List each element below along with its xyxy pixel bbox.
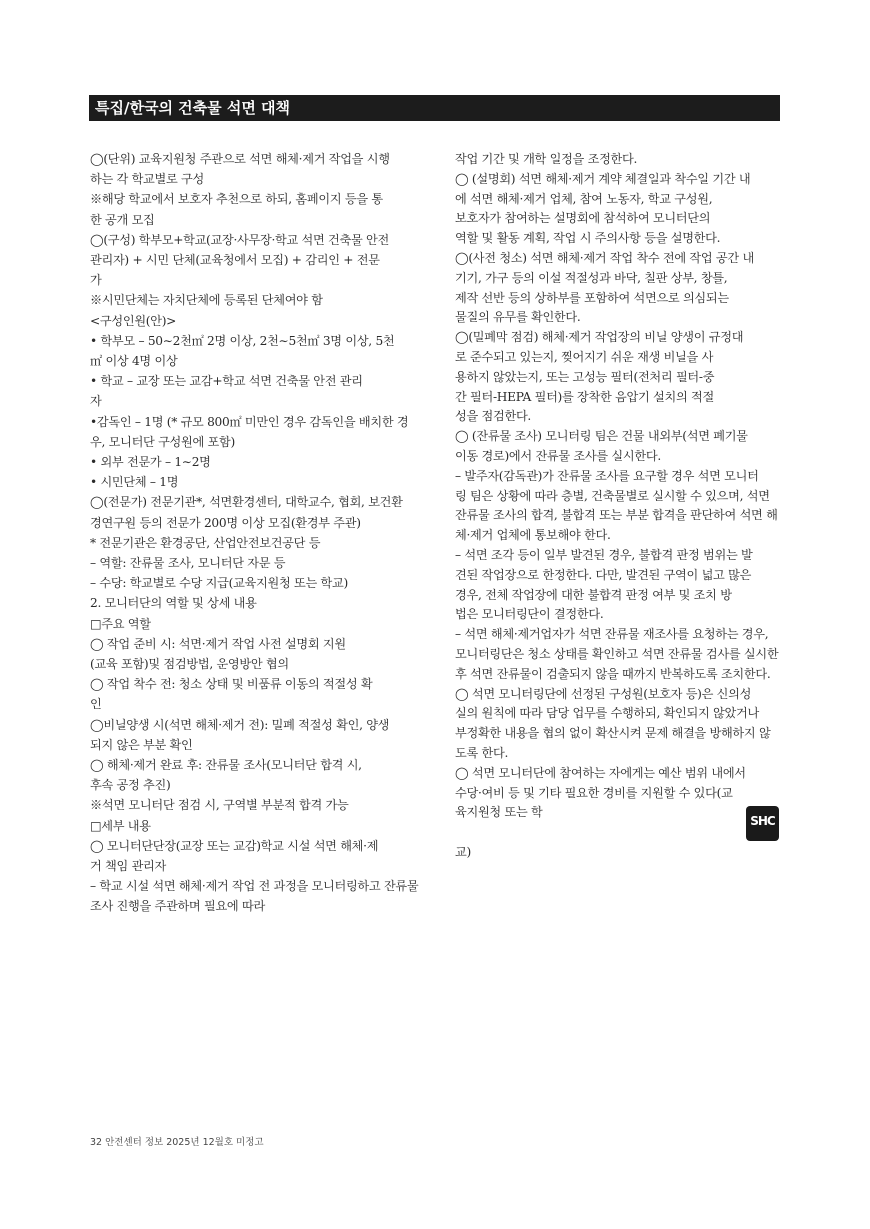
text-line: 물질의 유무를 확인한다.	[455, 310, 581, 325]
text-line: 실의 원칙에 따라 담당 업무를 수행하되, 확인되지 않았거나	[455, 706, 759, 721]
text-line: – 발주자(감독관)가 잔류물 조사를 요구할 경우 석면 모니터	[455, 468, 759, 483]
text-line: – 학교 시설 석면 해체·제거 작업 전 과정을 모니터링하고 잔류물	[90, 879, 419, 894]
text-line: 조사 진행을 주관하며 필요에 따라	[90, 899, 265, 914]
text-line: 하는 각 학교별로 구성	[90, 172, 204, 187]
page-footer: 32 안전센터 정보 2025년 12월호 미정고	[90, 1137, 264, 1148]
text-line: ※시민단체는 자치단체에 등록된 단체여야 함	[90, 293, 323, 308]
text-line: 역할 및 활동 계획, 작업 시 주의사항 등을 설명한다.	[455, 231, 721, 246]
text-line: 인	[90, 697, 102, 712]
text-line: * 전문기관은 환경공단, 산업안전보건공단 등	[90, 535, 321, 550]
text-line: ◯ 석면 모니터링단에 선정된 구성원(보호자 등)은 신의성	[455, 686, 752, 701]
text-line: ◯(단위) 교육지원청 주관으로 석면 해체·제거 작업을 시행	[90, 152, 390, 166]
text-line: 부정확한 내용을 협의 없이 확산시켜 문제 해결을 방해하지 않	[455, 726, 771, 741]
text-line: 간 필터-HEPA 필터)를 장착한 음압기 설치의 적절	[455, 389, 714, 404]
text-line: 도록 한다.	[455, 746, 509, 760]
text-line: 되지 않은 부분 확인	[90, 737, 193, 752]
text-line: 가	[90, 273, 102, 288]
text-line: • 외부 전문가 – 1∼2명	[90, 455, 211, 469]
text-line: 체·제거 업체에 통보해야 한다.	[455, 528, 611, 543]
publisher-logo	[746, 806, 779, 841]
text-line: 에 석면 해체·제거 업체, 참여 노동자, 학교 구성원,	[455, 191, 713, 206]
text-line: □주요 역할	[90, 616, 151, 631]
text-line: 경연구원 등의 전문가 200명 이상 모집(환경부 주관)	[90, 515, 361, 530]
text-line: ◯ 석면 모니터단에 참여하는 자에게는 예산 범위 내에서	[455, 765, 746, 780]
text-line: ◯ 모니터단단장(교장 또는 교감)학교 시설 석면 해체·제	[90, 838, 379, 853]
text-line: 보호자가 참여하는 설명회에 참석하여 모니터단의	[455, 211, 711, 226]
text-line: 자	[90, 394, 102, 409]
text-line: 작업 기간 및 개학 일정을 조정한다.	[455, 152, 638, 166]
text-line: – 석면 해체·제거업자가 석면 잔류물 재조사를 요청하는 경우,	[455, 627, 769, 642]
text-line: ◯(전문가) 전문기관*, 석면환경센터, 대학교수, 협회, 보건환	[90, 495, 403, 510]
logo-text: SHC	[750, 814, 775, 828]
text-line: 이동 경로)에서 잔류물 조사를 실시한다.	[455, 449, 661, 463]
text-line: 법은 모니터링단이 결정한다.	[455, 607, 604, 622]
text-line: •감독인 – 1명 (* 규모 800㎡ 미만인 경우 감독인을 배치한 경	[90, 414, 409, 429]
text-line: – 석면 조각 등이 일부 발견된 경우, 불합격 판정 범위는 발	[455, 548, 753, 562]
text-line: 거 책임 관리자	[90, 859, 166, 873]
text-line: 용하지 않았는지, 또는 고성능 필터(전처리 필터-중	[455, 369, 715, 384]
text-line: 관리자) + 시민 단체(교육청에서 모집) + 감리인 + 전문	[90, 253, 380, 267]
text-line: ※석면 모니터단 점검 시, 구역별 부분적 합격 가능	[90, 798, 349, 813]
text-line: 모니터링단은 청소 상태를 확인하고 석면 잔류물 검사를 실시한	[455, 647, 779, 661]
text-line: <구성인원(안)>	[90, 313, 177, 328]
text-line: 제작 선반 등의 상하부를 포함하여 석면으로 의심되는	[455, 290, 729, 305]
text-line: – 역할: 잔류물 조사, 모니터단 자문 등	[90, 556, 286, 570]
text-line: ◯ (설명회) 석면 해체·제거 계약 체결일과 착수일 기간 내	[455, 171, 751, 186]
text-line: 육지원청 또는 학	[455, 805, 543, 820]
text-line: 경우, 전체 작업장에 대한 불합격 판정 여부 및 조치 방	[455, 587, 732, 602]
text-line: 후속 공정 추진)	[90, 778, 171, 793]
text-line: ◯(밀폐막 점검) 해체·제거 작업장의 비닐 양생이 규정대	[455, 330, 744, 345]
text-line: 2. 모니터단의 역할 및 상세 내용	[90, 596, 257, 611]
text-line: 수당·여비 등 및 기타 필요한 경비를 지원할 수 있다(교	[455, 785, 733, 800]
text-line: ※해당 학교에서 보호자 추천으로 하되, 홈페이지 등을 통	[90, 192, 383, 207]
text-line: ㎡ 이상 4명 이상	[90, 354, 178, 368]
text-line: ◯(구성) 학부모+학교(교장·사무장·학교 석면 건축물 안전	[90, 232, 389, 247]
text-line: – 수당: 학교별로 수당 지급(교육지원청 또는 학교)	[90, 576, 348, 591]
text-line: 한 공개 모집	[90, 212, 155, 227]
text-line: ◯ 작업 착수 전: 청소 상태 및 비품류 이동의 적절성 확	[90, 677, 373, 692]
text-line: • 학부모 – 50∼2천㎡ 2명 이상, 2천∼5천㎡ 3명 이상, 5천	[90, 333, 395, 348]
text-line: ◯ (잔류물 조사) 모니터링 팀은 건물 내외부(석면 폐기물	[455, 429, 748, 444]
text-line: ◯비닐양생 시(석면 해체·제거 전): 밀폐 적절성 확인, 양생	[90, 717, 390, 732]
text-line: ◯ 작업 준비 시: 석면·제거 작업 사전 설명회 지원	[90, 636, 346, 651]
text-line: 견된 작업장으로 한정한다. 다만, 발견된 구역이 넓고 많은	[455, 567, 752, 582]
text-line: 교)	[455, 845, 471, 859]
text-line: 후 석면 잔류물이 검출되지 않을 때까지 반복하도록 조치한다.	[455, 666, 771, 681]
text-line: □세부 내용	[90, 818, 151, 833]
text-line: 성을 점검한다.	[455, 409, 531, 424]
text-line: • 학교 – 교장 또는 교감+학교 석면 건축물 안전 관리	[90, 374, 363, 389]
text-line: ◯ 해체·제거 완료 후: 잔류물 조사(모니터단 합격 시,	[90, 758, 362, 772]
text-line: ◯(사전 청소) 석면 해체·제거 작업 착수 전에 작업 공간 내	[455, 251, 754, 265]
section-header-bar	[89, 95, 780, 121]
text-line: 잔류물 조사의 합격, 불합격 또는 부분 합격을 판단하여 석면 해	[455, 508, 778, 523]
text-line: (교육 포함)및 점검방법, 운영방안 협의	[90, 657, 289, 671]
text-line: 기기, 가구 등의 이설 적절성과 바닥, 칠판 상부, 창틀,	[455, 270, 728, 285]
text-line: 우, 모니터단 구성원에 포함)	[90, 434, 235, 449]
text-line: 로 준수되고 있는지, 찢어지기 쉬운 재생 비닐을 사	[455, 350, 714, 364]
text-line: • 시민단체 – 1명	[90, 475, 179, 490]
text-line: 링 팀은 상황에 따라 층별, 건축물별로 실시할 수 있으며, 석면	[455, 488, 770, 503]
section-title: 특집/한국의 건축물 석면 대책	[95, 99, 291, 117]
